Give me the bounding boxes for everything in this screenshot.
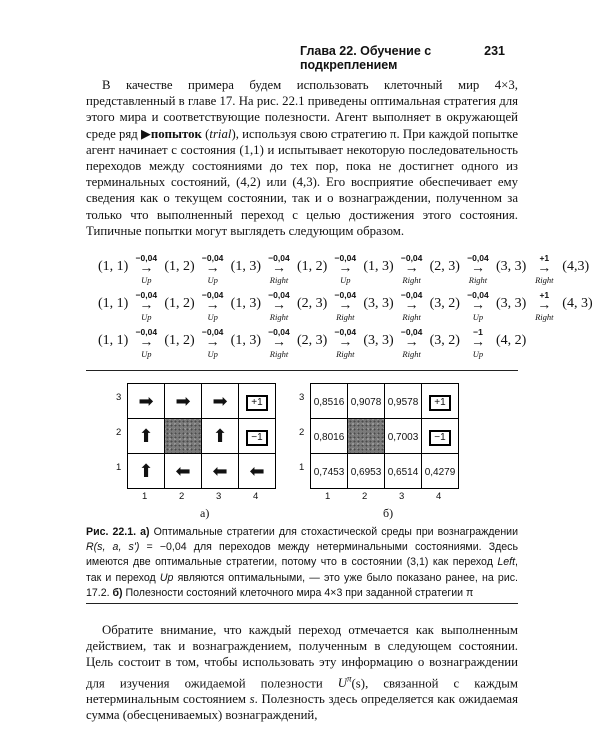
- transition: [395, 327, 429, 359]
- arrow-left-icon: ⬅: [175, 460, 191, 482]
- utility-value: 0,8016: [313, 432, 345, 443]
- right-arrow-icon: →: [338, 298, 353, 313]
- body-paragraph: [86, 622, 518, 723]
- trial-state: (4, 2): [495, 333, 527, 348]
- right-arrow-icon: →: [404, 335, 419, 350]
- transition-reward: −0,04: [135, 290, 158, 300]
- utility-value: 0,6953: [350, 467, 382, 478]
- page-header: [300, 44, 505, 72]
- trial-state: (3, 3): [363, 296, 394, 311]
- utility-cell: [422, 454, 459, 489]
- trial-state: (1, 3): [230, 259, 261, 274]
- transition-reward: −0,04: [334, 290, 357, 300]
- right-arrow-icon: →: [205, 261, 220, 276]
- column-label: 1: [325, 491, 331, 502]
- trial-state: (3, 3): [495, 296, 527, 311]
- transition: [196, 290, 230, 322]
- utility-cell: [385, 419, 422, 454]
- row-label: 3: [116, 392, 122, 403]
- caption-text-3: , так и переход: [86, 556, 518, 584]
- terminal-cell: [422, 419, 459, 454]
- policy-cell: [202, 454, 239, 489]
- transition: [328, 327, 362, 359]
- transition-action: Up: [141, 275, 152, 285]
- transition-action: Right: [535, 275, 554, 285]
- utility-value: 0,7453: [313, 467, 345, 478]
- terminal-reward: +1: [429, 395, 450, 411]
- policy-cell: [128, 454, 165, 489]
- right-arrow-icon: →: [271, 335, 286, 350]
- trial-state: (4, 3): [562, 296, 593, 311]
- terminal-reward: −1: [429, 430, 450, 446]
- transition-reward: −0,04: [201, 327, 224, 337]
- transition-reward: −0,04: [400, 253, 423, 263]
- right-arrow-icon: →: [537, 261, 552, 276]
- right-arrow-icon: →: [404, 298, 419, 313]
- trial-state: (1, 1): [98, 296, 129, 311]
- transition: [527, 253, 561, 285]
- transition-reward: −0,04: [135, 327, 158, 337]
- row-label: 1: [116, 462, 122, 473]
- utility-cell: [385, 454, 422, 489]
- page-number: 231: [484, 44, 505, 58]
- para2-text-c: . Полезность здесь определяется как ожидаемая сумма (обесцениваемых) вознаграждений,: [86, 692, 518, 723]
- transition-reward: −0,04: [268, 327, 290, 337]
- right-arrow-icon: →: [470, 298, 485, 313]
- trial-state: (1, 2): [296, 259, 328, 274]
- trial-state: (2, 3): [429, 259, 460, 274]
- para1-text-c: ), используя свою стратегию π. При каждой попытке агент начинает с состояния (1,1) и испытывает некоторую последовательность переходов между состояниями до тех пор, пока не достигнет одного из терминальных состояний, (4,2) или (4,3). Его восприятие обеспечивает ему сведения как о текущем состоянии, так и о вознаграждении, полученном за только что выполненный переход с целью достижения этого состояния. Типичные попытки могут выглядеть следующим образом.: [86, 126, 518, 238]
- right-arrow-icon: →: [139, 261, 154, 276]
- utility-symbol: $U^\pi$: [337, 673, 352, 690]
- trial-state: (2, 3): [296, 333, 328, 348]
- utility-value: 0,7003: [387, 432, 419, 443]
- right-arrow-icon: →: [470, 335, 485, 350]
- terminal-cell: [422, 384, 459, 419]
- trial-state: (1, 2): [164, 333, 195, 348]
- row-label: 2: [116, 427, 122, 438]
- transition-action: Up: [472, 312, 484, 322]
- para1-text-a: В качестве примера будем использовать клеточный мир 4×3, представленный в главе 17. На рис. 22.1 приведены оптимальная стратегия для этого мира и соответствующие полезности. Агент выполняет в окружающей среде ряд: [86, 78, 518, 141]
- right-arrow-icon: →: [139, 335, 154, 350]
- transition: [129, 253, 163, 285]
- row-label: 2: [299, 427, 305, 438]
- column-label: 4: [436, 491, 442, 502]
- right-arrow-icon: →: [338, 261, 353, 276]
- trial-state: (2, 3): [296, 296, 328, 311]
- transition: [328, 253, 362, 285]
- policy-cell: [202, 384, 239, 419]
- transition-reward: −0,04: [467, 290, 489, 300]
- transition-reward: −0,04: [201, 253, 224, 263]
- caption-text-4: являются оптимальными, — это уже было показано ранее, на рис. 17.2.: [86, 571, 518, 599]
- transition: [461, 253, 495, 285]
- transition-reward: +1: [539, 253, 550, 263]
- trial-sequences: [97, 237, 594, 359]
- utility-value: 0,9078: [350, 397, 382, 408]
- trial-state: (1, 2): [164, 259, 195, 274]
- trial-state: (3, 2): [429, 296, 460, 311]
- trial-state: (1, 3): [230, 333, 261, 348]
- trial-state: (1, 1): [98, 259, 129, 274]
- trial-state: (3, 2): [429, 333, 460, 348]
- right-arrow-icon: →: [271, 261, 286, 276]
- transition: [395, 253, 429, 285]
- policy-cell: [128, 419, 165, 454]
- arrow-right-icon: ➡: [138, 390, 154, 412]
- utility-value: 0,4279: [424, 467, 456, 478]
- transition-reward: −0,04: [268, 290, 290, 300]
- transition: [196, 327, 230, 359]
- transition-reward: −0,04: [334, 253, 357, 263]
- utility-arg: (s): [351, 675, 366, 690]
- wall-cell: [165, 419, 202, 454]
- subfigure-label-a: а): [200, 506, 210, 520]
- column-label: 4: [253, 491, 259, 502]
- terminal-cell: [239, 419, 276, 454]
- transition-action: Up: [207, 312, 218, 322]
- term-trial-en: trial: [209, 126, 232, 141]
- transition-action: Up: [141, 349, 152, 359]
- trial-row: [97, 237, 594, 285]
- transition: [129, 327, 163, 359]
- right-arrow-icon: →: [271, 298, 286, 313]
- chapter-title: Глава 22. Обучение с подкреплением: [300, 44, 432, 72]
- utility-cell: [385, 384, 422, 419]
- transition-action: Right: [269, 275, 289, 285]
- figure-bottom-rule: [86, 603, 518, 604]
- transition-action: Right: [269, 349, 289, 359]
- trial-state: (1, 1): [98, 333, 129, 348]
- right-arrow-icon: →: [338, 335, 353, 350]
- transition-reward: −0,04: [400, 290, 423, 300]
- transition-reward: +1: [539, 290, 550, 300]
- arrow-right-icon: ➡: [175, 390, 191, 412]
- subfigure-label-b: б): [383, 506, 394, 520]
- column-label: 1: [142, 491, 148, 502]
- terminal-reward: +1: [246, 395, 267, 411]
- figure-caption: [86, 525, 518, 601]
- transition-action: Right: [402, 312, 421, 322]
- right-arrow-icon: →: [205, 298, 220, 313]
- trial-state: (1, 3): [230, 296, 261, 311]
- transition: [129, 290, 163, 322]
- caption-up: Up: [159, 571, 174, 584]
- caption-text-2: = −0,04 для переходов между нетерминальными состояниями. Здесь имеются две оптимальные стратегии, потому что в состоянии (3,1) как переход: [86, 541, 518, 569]
- transition: [395, 290, 429, 322]
- utility-value: 0,6514: [387, 467, 419, 478]
- column-label: 2: [362, 491, 368, 502]
- transition: [262, 253, 296, 285]
- para2-text-a: Обратите внимание, что каждый переход отмечается как выполненным действием, так и вознаграждением, полученным в следующем состоянии. Цель состоит в том, чтобы использовать эту информацию о вознаграждении для изучения ожидаемой полезности: [86, 623, 518, 690]
- trial-state: (1, 3): [363, 259, 394, 274]
- utility-value: 0,8516: [313, 397, 345, 408]
- right-arrow-icon: →: [470, 261, 485, 276]
- transition-action: Right: [336, 312, 355, 322]
- trial-state: (3, 3): [495, 259, 527, 274]
- policy-cell: [239, 454, 276, 489]
- wall-cell: [348, 419, 385, 454]
- right-arrow-icon: →: [205, 335, 220, 350]
- policy-cell: [128, 384, 165, 419]
- caption-left: Left: [497, 556, 516, 569]
- trial-state: (1, 2): [164, 296, 195, 311]
- utility-cell: [348, 454, 385, 489]
- transition: [461, 327, 495, 359]
- policy-cell: [165, 384, 202, 419]
- figure-top-rule: [86, 370, 518, 371]
- row-label: 3: [299, 392, 305, 403]
- arrow-up-icon: ⬆: [138, 425, 154, 447]
- term-trials: ▶попыток: [141, 126, 202, 141]
- right-arrow-icon: →: [139, 298, 154, 313]
- right-arrow-icon: →: [537, 298, 552, 313]
- transition: [196, 253, 230, 285]
- transition-action: Up: [141, 312, 152, 322]
- utility-cell: [311, 454, 348, 489]
- transition: [461, 290, 495, 322]
- policy-cell: [202, 419, 239, 454]
- column-label: 3: [216, 491, 222, 502]
- transition-action: Up: [340, 275, 351, 285]
- policy-cell: [165, 454, 202, 489]
- arrow-left-icon: ⬅: [212, 460, 228, 482]
- caption-b-label: б): [112, 586, 123, 599]
- arrow-up-icon: ⬆: [138, 460, 154, 482]
- transition-action: Right: [468, 275, 488, 285]
- column-label: 3: [399, 491, 405, 502]
- transition-action: Up: [207, 275, 218, 285]
- para2-text-b: , связанной с каждым нетерминальным состоянием: [86, 675, 518, 707]
- para1-text-b: (: [201, 126, 210, 141]
- caption-text-5: Полезности состояний клеточного мира 4×3 при заданной стратегии π: [122, 586, 474, 599]
- transition-reward: −0,04: [201, 290, 224, 300]
- caption-formula: R(s, a, s'): [86, 541, 140, 554]
- transition: [328, 290, 362, 322]
- transition-action: Right: [269, 312, 289, 322]
- transition-reward: −0,04: [135, 253, 158, 263]
- utility-value: 0,9578: [387, 397, 419, 408]
- trial-state: (4,3): [562, 259, 590, 274]
- terminal-cell: [239, 384, 276, 419]
- utility-cell: [311, 419, 348, 454]
- transition: [262, 290, 296, 322]
- utility-grid: [310, 383, 459, 489]
- trial-state: (3, 3): [363, 333, 394, 348]
- transition-reward: −1: [473, 327, 483, 337]
- caption-text-1: Оптимальные стратегии для стохастической среды при вознаграждении: [149, 526, 519, 538]
- policy-grid: [127, 383, 276, 489]
- transition-reward: −0,04: [334, 327, 357, 337]
- transition-action: Right: [336, 349, 355, 359]
- transition: [527, 290, 561, 322]
- transition-action: Up: [472, 349, 484, 359]
- transition-action: Up: [207, 349, 218, 359]
- row-label: 1: [299, 462, 305, 473]
- transition-action: Right: [402, 349, 421, 359]
- utility-cell: [311, 384, 348, 419]
- transition-reward: −0,04: [467, 253, 489, 263]
- arrow-right-icon: ➡: [212, 390, 228, 412]
- transition-action: Right: [535, 312, 554, 322]
- caption-a-label: а): [140, 526, 150, 538]
- intro-paragraph: [86, 77, 518, 239]
- transition: [262, 327, 296, 359]
- utility-cell: [348, 384, 385, 419]
- arrow-left-icon: ⬅: [249, 460, 265, 482]
- transition-action: Right: [402, 275, 421, 285]
- transition-reward: −0,04: [268, 253, 290, 263]
- arrow-up-icon: ⬆: [212, 425, 228, 447]
- right-arrow-icon: →: [404, 261, 419, 276]
- terminal-reward: −1: [246, 430, 267, 446]
- caption-fig-number: Рис. 22.1.: [86, 526, 137, 538]
- transition-reward: −0,04: [400, 327, 423, 337]
- state-symbol: s: [249, 692, 255, 707]
- column-label: 2: [179, 491, 185, 502]
